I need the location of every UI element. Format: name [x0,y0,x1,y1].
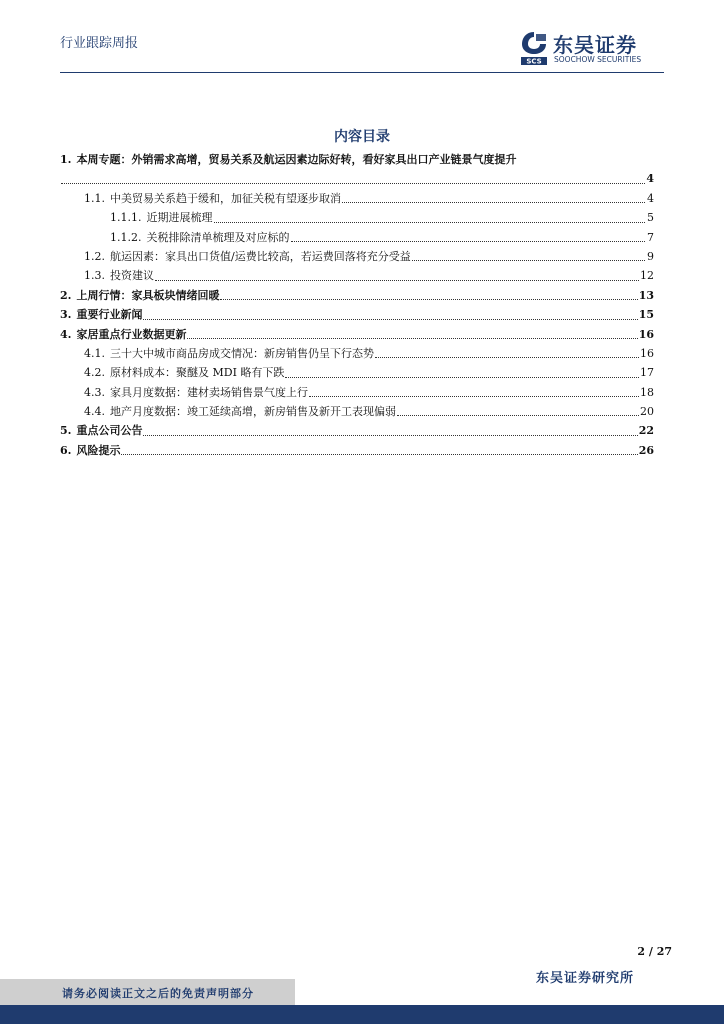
toc-dot-leader [412,260,645,261]
toc-entry-label: 上周行情：家具板块情绪回暖 [76,288,220,302]
toc-entry-number: 1.1.1. [110,211,142,225]
toc-entry-page: 16 [638,327,654,341]
toc-entry-label: 中美贸易关系趋于缓和，加征关税有望逐步取消 [110,191,341,205]
toc-entry[interactable] [60,169,654,188]
toc-entry-page: 17 [640,366,654,380]
toc-entry-page: 15 [638,308,654,322]
toc-entry[interactable] [60,189,654,208]
toc-dot-leader [375,357,639,358]
toc-dot-leader [214,222,646,223]
toc-entry-page: 16 [640,346,654,360]
toc-entry-number: 4.2. [84,366,105,380]
toc-entry-label: 家具月度数据：建材卖场销售景气度上行 [110,385,308,399]
toc-entry-number: 3. [60,308,72,322]
toc-entry-number: 4. [60,327,72,341]
toc-title: 内容目录 [334,129,390,145]
toc-dot-leader [143,435,637,436]
toc-entry-number: 4.4. [84,405,105,419]
toc-entry-number: 4.3. [84,385,105,399]
table-of-contents [60,150,654,460]
toc-entry-label: 重要行业新闻 [76,308,143,322]
toc-dot-leader [143,319,637,320]
toc-entry-page: 13 [638,288,654,302]
toc-dot-leader [220,299,637,300]
logo-chinese-name: 东吴证券 [553,33,637,57]
toc-entry-page: 26 [638,443,654,457]
toc-entry-page: 9 [647,249,654,263]
toc-entry[interactable] [60,402,654,421]
toc-entry-label: 风险提示 [76,443,121,457]
toc-entry[interactable] [60,421,654,440]
toc-entry-number: 1.1. [84,191,105,205]
toc-entry-label: 三十大中城市商品房成交情况：新房销售仍呈下行态势 [110,346,374,360]
toc-entry[interactable] [60,286,654,305]
toc-entry-page: 4 [647,191,654,205]
toc-dot-leader [309,396,639,397]
toc-dot-leader [155,280,639,281]
toc-entry-label: 投资建议 [110,269,154,283]
footer-bar [0,1005,724,1024]
toc-entry-page: 18 [640,385,654,399]
toc-entry[interactable] [60,266,654,285]
toc-entry-number: 6. [60,443,72,457]
toc-entry-page: 22 [638,424,654,438]
toc-entry-page: 20 [640,405,654,419]
toc-dot-leader [342,202,645,203]
toc-dot-leader [285,377,639,378]
toc-entry[interactable] [60,150,654,169]
toc-entry-label: 地产月度数据：竣工延续高增，新房销售及新开工表现偏弱 [110,405,396,419]
toc-entry-page: 4 [646,172,654,186]
toc-entry-label: 关税排除清单梳理及对应标的 [146,230,290,244]
toc-entry-number: 1.3. [84,269,105,283]
toc-dot-leader [61,183,645,184]
toc-entry-page: 5 [647,211,654,225]
toc-dot-leader [187,338,637,339]
toc-entry[interactable] [60,441,654,460]
toc-entry[interactable] [60,228,654,247]
toc-entry[interactable] [60,305,654,324]
toc-entry-number: 1.1.2. [110,230,142,244]
footer-organization: 东吴证券研究所 [535,971,634,986]
toc-entry-label: 原材料成本：聚醚及 MDI 略有下跌 [110,366,285,380]
toc-entry-label: 本周专题：外销需求高增，贸易关系及航运因素边际好转，看好家具出口产业链景气度提升 [76,153,517,166]
soochow-logo-icon [519,30,549,66]
toc-entry-number: 2. [60,288,72,302]
footer-disclaimer: 请务必阅读正文之后的免责声明部分 [62,987,254,1000]
toc-entry[interactable] [60,363,654,382]
toc-dot-leader [291,241,646,242]
toc-entry-page: 7 [647,230,654,244]
toc-entry-number: 5. [60,424,72,438]
toc-entry[interactable] [60,344,654,363]
toc-dot-leader [121,454,637,455]
toc-dot-leader [397,415,639,416]
header-divider [60,72,664,73]
toc-entry-label: 重点公司公告 [76,424,143,438]
toc-entry-number: 4.1. [84,346,105,360]
logo-english-name: SOOCHOW SECURITIES [554,55,642,64]
toc-entry-page: 12 [640,269,654,283]
page-number: 2 / 27 [637,945,672,958]
toc-entry[interactable] [60,247,654,266]
toc-entry[interactable] [60,325,654,344]
toc-entry-label: 家居重点行业数据更新 [76,327,187,341]
toc-entry[interactable] [60,208,654,227]
toc-entry[interactable] [60,383,654,402]
company-logo [519,30,664,66]
report-type-label: 行业跟踪周报 [60,36,139,51]
logo-mark-text: SCS [526,57,542,66]
toc-entry-number: 1. [60,153,72,166]
toc-entry-number: 1.2. [84,249,105,263]
toc-entry-label: 近期进展梳理 [146,211,213,225]
toc-entry-label: 航运因素：家具出口货值/运费比较高，若运费回落将充分受益 [110,249,411,263]
